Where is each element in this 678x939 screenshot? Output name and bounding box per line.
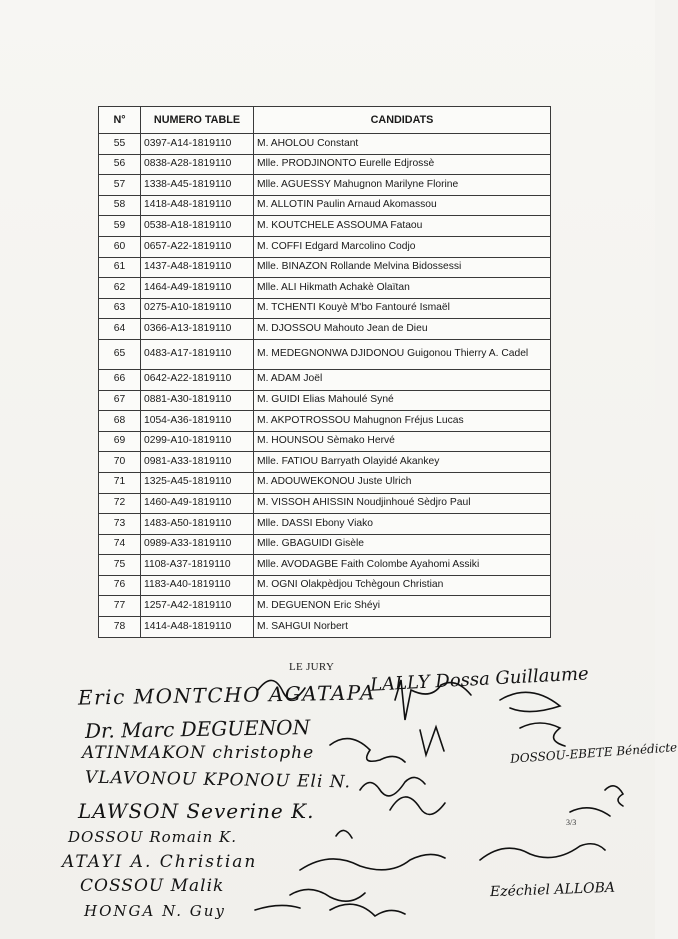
row-number-cell: 63: [99, 298, 141, 319]
signature-mark: [420, 727, 444, 755]
signature-mark: [258, 680, 305, 699]
table-number-cell: 1257-A42-1819110: [141, 596, 254, 617]
table-number-cell: 1108-A37-1819110: [141, 555, 254, 576]
candidate-name-cell: M. ALLOTIN Paulin Arnaud Akomassou: [254, 195, 551, 216]
jury-member-name: HONGA N. Guy: [84, 902, 226, 920]
header-number: N°: [99, 107, 141, 134]
table-number-cell: 0881-A30-1819110: [141, 390, 254, 411]
candidate-name-cell: M. KOUTCHELE ASSOUMA Fataou: [254, 216, 551, 237]
table-number-cell: 0538-A18-1819110: [141, 216, 254, 237]
signature-mark: [290, 889, 365, 901]
candidate-name-cell: Mlle. AVODAGBE Faith Colombe Ayahomi Assiki: [254, 555, 551, 576]
candidate-name-cell: Mlle. FATIOU Barryath Olayidé Akankey: [254, 452, 551, 473]
table-number-cell: 0299-A10-1819110: [141, 431, 254, 452]
candidate-name-cell: Mlle. PRODJINONTO Eurelle Edjrossè: [254, 154, 551, 175]
row-number-cell: 58: [99, 195, 141, 216]
row-number-cell: 59: [99, 216, 141, 237]
table-number-cell: 1483-A50-1819110: [141, 514, 254, 535]
row-number-cell: 57: [99, 175, 141, 196]
candidate-name-cell: M. GUIDI Elias Mahoulé Syné: [254, 390, 551, 411]
row-number-cell: 62: [99, 278, 141, 299]
signature-mark: [330, 904, 405, 916]
row-number-cell: 64: [99, 319, 141, 340]
jury-title: LE JURY: [289, 661, 335, 673]
header-table-number: NUMERO TABLE: [141, 107, 254, 134]
row-number-cell: 65: [99, 339, 141, 369]
jury-member-name: VLAVONOU KPONOU Eli N.: [84, 767, 352, 793]
table-number-cell: 0642-A22-1819110: [141, 369, 254, 390]
row-number-cell: 68: [99, 411, 141, 432]
row-number-cell: 78: [99, 617, 141, 638]
row-number-cell: 71: [99, 472, 141, 493]
candidate-name-cell: M. ADAM Joël: [254, 369, 551, 390]
table-number-cell: 1414-A48-1819110: [141, 617, 254, 638]
table-number-cell: 1460-A49-1819110: [141, 493, 254, 514]
signature-mark: [500, 692, 560, 711]
table-number-cell: 0397-A14-1819110: [141, 134, 254, 155]
candidate-name-cell: M. COFFI Edgard Marcolino Codjo: [254, 236, 551, 257]
row-number-cell: 70: [99, 452, 141, 473]
row-number-cell: 73: [99, 514, 141, 535]
row-number-cell: 56: [99, 154, 141, 175]
signature-mark: [520, 723, 565, 746]
signature-mark: [336, 830, 352, 838]
signature-mark: [605, 786, 623, 806]
page-number: 3/3: [566, 818, 577, 827]
row-number-cell: 75: [99, 555, 141, 576]
signature-mark: [480, 844, 605, 860]
signature-mark: [330, 739, 405, 762]
table-number-cell: 1183-A40-1819110: [141, 575, 254, 596]
candidate-name-cell: Mlle. GBAGUIDI Gisèle: [254, 534, 551, 555]
signature-mark: [390, 797, 445, 814]
table-number-cell: 0483-A17-1819110: [141, 339, 254, 369]
table-number-cell: 0366-A13-1819110: [141, 319, 254, 340]
row-number-cell: 72: [99, 493, 141, 514]
table-number-cell: 0838-A28-1819110: [141, 154, 254, 175]
table-number-cell: 0275-A10-1819110: [141, 298, 254, 319]
candidate-name-cell: M. OGNI Olakpèdjou Tchègoun Christian: [254, 575, 551, 596]
jury-member-name: Eric MONTCHO AGATAPA: [77, 680, 377, 710]
jury-member-name: COSSOU Malik: [80, 876, 225, 896]
table-number-cell: 1418-A48-1819110: [141, 195, 254, 216]
table-number-cell: 1464-A49-1819110: [141, 278, 254, 299]
candidate-name-cell: M. VISSOH AHISSIN Noudjinhoué Sèdjro Paul: [254, 493, 551, 514]
candidate-name-cell: M. DJOSSOU Mahouto Jean de Dieu: [254, 319, 551, 340]
jury-member-name: DOSSOU-EBETE Bénédicte: [509, 740, 678, 766]
table-number-cell: 0657-A22-1819110: [141, 236, 254, 257]
row-number-cell: 61: [99, 257, 141, 278]
row-number-cell: 67: [99, 390, 141, 411]
signature-mark: [570, 808, 610, 816]
signature-mark: [395, 680, 471, 720]
candidate-name-cell: M. DEGUENON Eric Shéyi: [254, 596, 551, 617]
signature-mark: [360, 777, 425, 795]
signature-mark: [300, 854, 445, 870]
candidate-name-cell: M. AHOLOU Constant: [254, 134, 551, 155]
candidate-name-cell: Mlle. BINAZON Rollande Melvina Bidossessi: [254, 257, 551, 278]
row-number-cell: 69: [99, 431, 141, 452]
candidate-name-cell: M. ADOUWEKONOU Juste Ulrich: [254, 472, 551, 493]
table-number-cell: 0981-A33-1819110: [141, 452, 254, 473]
row-number-cell: 55: [99, 134, 141, 155]
candidate-name-cell: Mlle. ALI Hikmath Achakè Olaïtan: [254, 278, 551, 299]
jury-member-name: Ezéchiel ALLOBA: [489, 879, 616, 901]
jury-member-name: Dr. Marc DEGUENON: [84, 715, 311, 743]
signature-mark: [255, 905, 300, 910]
candidate-name-cell: M. SAHGUI Norbert: [254, 617, 551, 638]
candidate-name-cell: M. AKPOTROSSOU Mahugnon Fréjus Lucas: [254, 411, 551, 432]
candidate-name-cell: M. TCHENTI Kouyè M'bo Fantouré Ismaël: [254, 298, 551, 319]
candidate-name-cell: Mlle. AGUESSY Mahugnon Marilyne Florine: [254, 175, 551, 196]
row-number-cell: 74: [99, 534, 141, 555]
table-number-cell: 0989-A33-1819110: [141, 534, 254, 555]
jury-member-name: LAWSON Severine K.: [78, 799, 315, 823]
row-number-cell: 76: [99, 575, 141, 596]
table-number-cell: 1437-A48-1819110: [141, 257, 254, 278]
table-number-cell: 1338-A45-1819110: [141, 175, 254, 196]
table-number-cell: 1054-A36-1819110: [141, 411, 254, 432]
row-number-cell: 66: [99, 369, 141, 390]
jury-member-name: ATINMAKON christophe: [82, 743, 315, 763]
row-number-cell: 60: [99, 236, 141, 257]
candidate-name-cell: M. HOUNSOU Sèmako Hervé: [254, 431, 551, 452]
candidate-name-cell: M. MEDEGNONWA DJIDONOU Guigonou Thierry A. Cadel: [254, 339, 551, 369]
jury-member-name: DOSSOU Romain K.: [68, 828, 238, 846]
row-number-cell: 77: [99, 596, 141, 617]
jury-member-name: ATAYI A. Christian: [62, 852, 258, 872]
table-number-cell: 1325-A45-1819110: [141, 472, 254, 493]
jury-member-name: LALLY Dossa Guillaume: [369, 663, 590, 696]
header-candidates: CANDIDATS: [254, 107, 551, 134]
candidate-name-cell: Mlle. DASSI Ebony Viako: [254, 514, 551, 535]
